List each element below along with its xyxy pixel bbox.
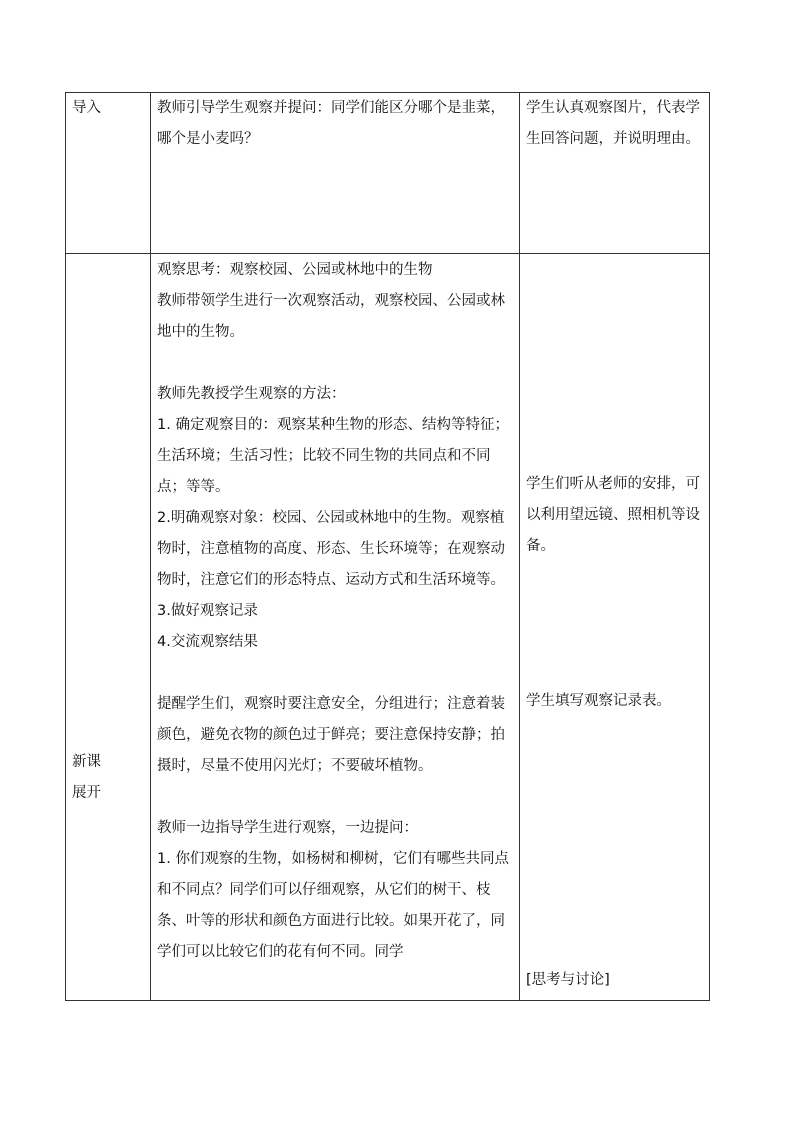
blank-line	[157, 658, 513, 689]
stage-label-line1: 新课	[72, 754, 101, 770]
teacher-paragraph: 教师先教授学生观察的方法：	[157, 386, 346, 402]
student-activity-text: [思考与讨论]	[526, 972, 610, 988]
stage-cell	[66, 254, 151, 1001]
teacher-list-item: 4.交流观察结果	[157, 634, 258, 650]
stage-label: 导入	[72, 100, 101, 116]
teacher-heading: 观察思考：观察校园、公园或林地中的生物	[157, 262, 433, 278]
table-row	[66, 254, 710, 1001]
stage-label-line2: 展开	[72, 785, 101, 801]
teacher-list-item: 2.明确观察对象：校园、公园或林地中的生物。观察植物时，注意植物的高度、形态、生长环境等；在观察动物时，注意它们的形态特点、运动方式和生活环境等。	[157, 510, 505, 588]
teacher-activity-text: 教师引导学生观察并提问：同学们能区分哪个是韭菜，哪个是小麦吗？	[157, 100, 505, 147]
stage-cell	[66, 93, 151, 254]
teacher-list-item: 1. 确定观察目的：观察某种生物的形态、结构等特征；生活环境；生活习性；比较不同生物的共同点和不同点；等等。	[157, 417, 509, 495]
teacher-activity-cell	[151, 93, 520, 254]
lesson-plan-table	[65, 92, 710, 1001]
teacher-paragraph: 教师一边指导学生进行观察，一边提问：	[157, 820, 418, 836]
student-activity-cell	[520, 93, 710, 254]
teacher-list-item: 3.做好观察记录	[157, 603, 258, 619]
teacher-paragraph: 教师带领学生进行一次观察活动，观察校园、公园或林地中的生物。	[157, 293, 505, 340]
teacher-list-item: 1. 你们观察的生物，如杨树和柳树，它们有哪些共同点和不同点？同学们可以仔细观察，从它们的树干、枝条、叶等的形状和颜色方面进行比较。如果开花了，同学们可以比较它们的花有何不同。同学	[157, 851, 509, 960]
student-activity-text: 学生填写观察记录表。	[526, 693, 671, 709]
teacher-paragraph: 提醒学生们，观察时要注意安全，分组进行；注意着装颜色，避免衣物的颜色过于鲜亮；要注意保持安静；拍摄时，尽量不使用闪光灯；不要破坏植物。	[157, 696, 505, 774]
table-row	[66, 93, 710, 254]
blank-line	[157, 348, 513, 379]
blank-line	[157, 782, 513, 813]
teacher-activity-cell	[151, 254, 520, 1001]
student-activity-text: 学生们听从老师的安排，可以利用望远镜、照相机等设备。	[526, 476, 700, 554]
student-activity-cell	[520, 254, 710, 1001]
student-activity-text: 学生认真观察图片，代表学生回答问题，并说明理由。	[526, 100, 700, 147]
